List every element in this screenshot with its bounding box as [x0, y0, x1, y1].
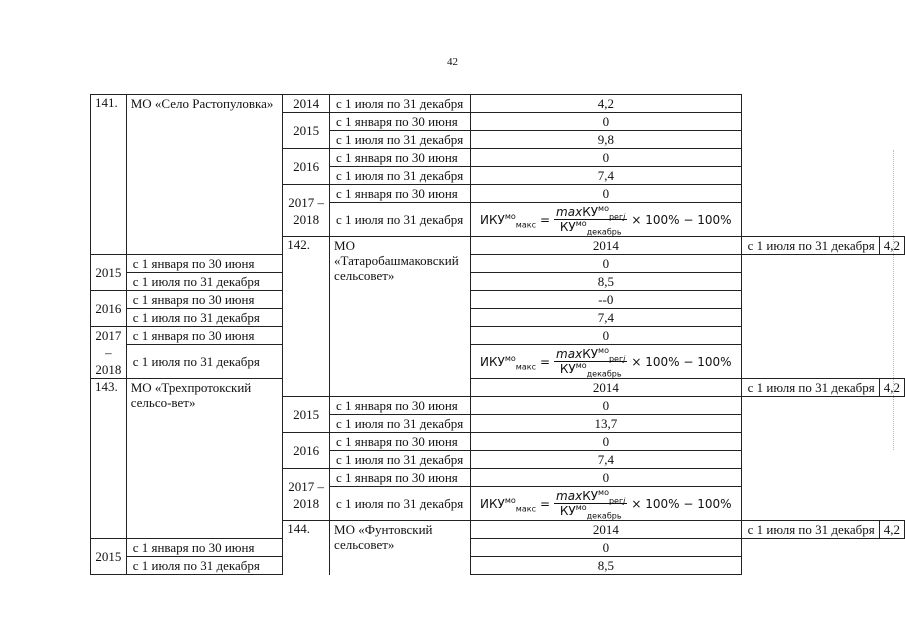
- period-cell: с 1 июля по 31 декабря: [330, 203, 471, 237]
- value-cell: 0: [471, 255, 742, 273]
- value-cell: 8,5: [471, 557, 742, 575]
- formula-fraction: $\frac{\max КУ^{мо}_{регj}}{КУ^{мо}_{декабрь}}$: [556, 488, 626, 521]
- value-cell: 4,2: [879, 521, 904, 539]
- formula-cell: [471, 487, 742, 521]
- period-cell: с 1 июля по 31 декабря: [126, 557, 282, 575]
- municipality-name: МО «Фунтовский сельсовет»: [330, 521, 471, 575]
- period-cell: с 1 июля по 31 декабря: [330, 167, 471, 185]
- period-cell: с 1 января по 30 июня: [330, 397, 471, 415]
- value-cell: 0: [471, 433, 742, 451]
- year-cell: 2017 – 2018: [283, 469, 330, 521]
- formula-eq: =: [539, 212, 551, 227]
- municipality-name: МО «Татаробашмаковский сельсовет»: [330, 237, 471, 397]
- formula-fraction: $\frac{\max КУ^{мо}_{регj}}{КУ^{мо}_{декабрь}}$: [556, 204, 626, 237]
- value-cell: 0: [471, 185, 742, 203]
- period-cell: с 1 июля по 31 декабря: [330, 487, 471, 521]
- period-cell: с 1 июля по 31 декабря: [330, 131, 471, 149]
- table-row: [91, 95, 905, 113]
- period-cell: с 1 июля по 31 декабря: [126, 345, 282, 379]
- year-cell: 2016: [283, 149, 330, 185]
- formula-fraction: $\frac{\max КУ^{мо}_{регj}}{КУ^{мо}_{декабрь}}$: [556, 346, 626, 379]
- table-row: [91, 273, 905, 291]
- page-number: 42: [447, 56, 458, 68]
- municipality-name: МО «Село Растопуловка»: [126, 95, 282, 255]
- period-cell: с 1 июля по 31 декабря: [330, 451, 471, 469]
- value-cell: 0: [471, 113, 742, 131]
- formula-eq: =: [539, 496, 551, 511]
- formula-tail: × 100% − 100%: [631, 354, 732, 369]
- formula-tail: × 100% − 100%: [631, 212, 732, 227]
- value-cell: 7,4: [471, 451, 742, 469]
- table-row: [91, 255, 905, 273]
- value-cell: --0: [471, 291, 742, 309]
- row-number: 144.: [283, 521, 330, 575]
- scan-margin-mark: [893, 150, 900, 450]
- year-cell: 2015: [91, 255, 127, 291]
- table-row: [91, 379, 905, 397]
- period-cell: с 1 января по 30 июня: [330, 469, 471, 487]
- year-cell: 2014: [283, 95, 330, 113]
- period-cell: с 1 января по 30 июня: [330, 149, 471, 167]
- value-cell: 0: [471, 149, 742, 167]
- value-cell: 4,2: [471, 95, 742, 113]
- value-cell: 0: [471, 327, 742, 345]
- year-cell: 2016: [283, 433, 330, 469]
- value-cell: 4,2: [879, 237, 904, 255]
- formula-tail: × 100% − 100%: [631, 496, 732, 511]
- row-number: 142.: [283, 237, 330, 397]
- value-cell: 0: [471, 469, 742, 487]
- period-cell: с 1 июля по 31 декабря: [126, 309, 282, 327]
- year-cell: 2015: [283, 397, 330, 433]
- period-cell: с 1 января по 30 июня: [126, 539, 282, 557]
- value-cell: 0: [471, 397, 742, 415]
- period-cell: с 1 июля по 31 декабря: [126, 273, 282, 291]
- formula-cell: [471, 345, 742, 379]
- period-cell: с 1 января по 30 июня: [126, 327, 282, 345]
- iku-formula: [480, 204, 732, 237]
- year-cell: 2014: [471, 237, 742, 255]
- table-row: [91, 309, 905, 327]
- year-cell: 2017 – 2018: [283, 185, 330, 237]
- table-row: [91, 557, 905, 575]
- iku-formula: [480, 488, 732, 521]
- period-cell: с 1 июля по 31 декабря: [330, 95, 471, 113]
- period-cell: с 1 июля по 31 декабря: [741, 237, 879, 255]
- formula-cell: [471, 203, 742, 237]
- year-cell: 2016: [91, 291, 127, 327]
- period-cell: с 1 января по 30 июня: [330, 433, 471, 451]
- table-row: [91, 345, 905, 379]
- year-cell: 2015: [283, 113, 330, 149]
- period-cell: с 1 июля по 31 декабря: [741, 379, 879, 397]
- period-cell: с 1 января по 30 июня: [126, 291, 282, 309]
- tariff-table: [90, 94, 905, 575]
- iku-formula: [480, 346, 732, 379]
- row-number: 143.: [91, 379, 127, 539]
- value-cell: 8,5: [471, 273, 742, 291]
- year-cell: 2015: [91, 539, 127, 575]
- value-cell: 7,4: [471, 167, 742, 185]
- value-cell: 7,4: [471, 309, 742, 327]
- value-cell: 0: [471, 539, 742, 557]
- period-cell: с 1 июля по 31 декабря: [330, 415, 471, 433]
- formula-eq: =: [539, 354, 551, 369]
- period-cell: с 1 января по 30 июня: [330, 113, 471, 131]
- value-cell: 13,7: [471, 415, 742, 433]
- period-cell: с 1 июля по 31 декабря: [741, 521, 879, 539]
- value-cell: 9,8: [471, 131, 742, 149]
- municipality-name: МО «Трехпротокский сельсо-вет»: [126, 379, 282, 539]
- formula-lhs: $ИКУ^{мо}_{макс}$: [480, 211, 536, 229]
- table-row: [91, 291, 905, 309]
- year-cell: 2014: [471, 521, 742, 539]
- value-cell: 4,2: [879, 379, 904, 397]
- period-cell: с 1 января по 30 июня: [126, 255, 282, 273]
- year-cell: 2017 – 2018: [91, 327, 127, 379]
- formula-lhs: $ИКУ^{мо}_{макс}$: [480, 495, 536, 513]
- formula-lhs: $ИКУ^{мо}_{макс}$: [480, 353, 536, 371]
- row-number: 141.: [91, 95, 127, 255]
- year-cell: 2014: [471, 379, 742, 397]
- table-row: [91, 539, 905, 557]
- period-cell: с 1 января по 30 июня: [330, 185, 471, 203]
- table-row: [91, 327, 905, 345]
